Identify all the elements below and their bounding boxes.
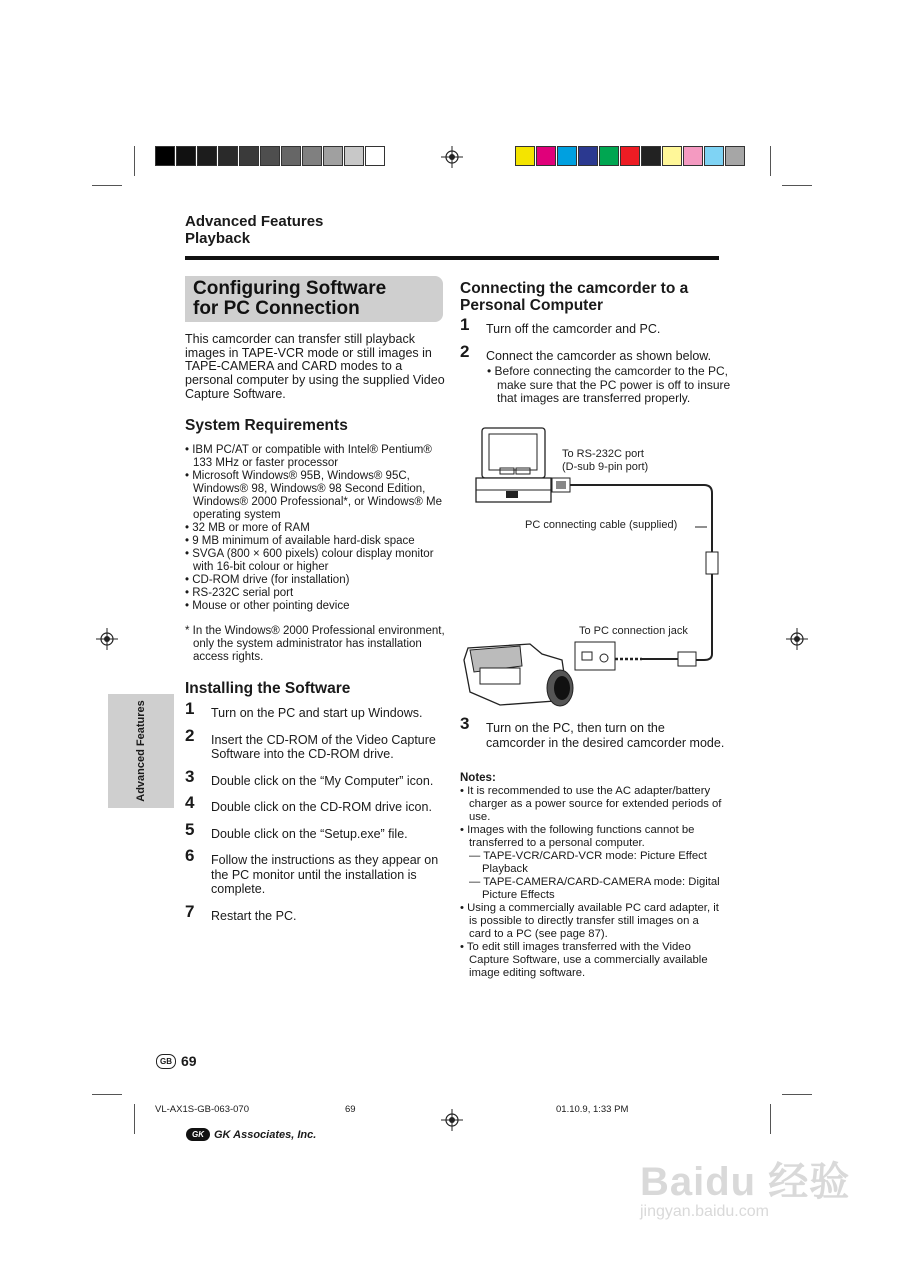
calibration-swatch (176, 146, 196, 166)
step-text: Turn on the PC and start up Windows. (211, 706, 423, 720)
note-item: • It is recommended to use the AC adapter/battery charger as a power source for extended periods of use. (460, 785, 722, 823)
slug-date: 01.10.9, 1:33 PM (556, 1104, 629, 1115)
note-item: — TAPE-VCR/CARD-VCR mode: Picture Effect Playback (469, 850, 707, 875)
step-item (460, 315, 725, 337)
calibration-swatch (641, 146, 661, 166)
notes-heading: Notes: (460, 772, 496, 784)
crop-mark (92, 1094, 122, 1095)
registration-mark-icon (441, 1109, 463, 1131)
calibration-swatch (725, 146, 745, 166)
page-title (193, 279, 386, 319)
step-item (185, 699, 447, 721)
requirement-item: • RS-232C serial port (185, 587, 294, 599)
step-item (185, 725, 447, 762)
step-item (460, 714, 725, 750)
requirement-item: • SVGA (800 × 600 pixels) colour display monitor with 16-bit colour or higher (185, 548, 434, 573)
step-item (185, 766, 447, 789)
step-number: 6 (185, 846, 195, 865)
calibration-swatch (239, 146, 259, 166)
step-item (460, 341, 725, 364)
requirement-item: • CD-ROM drive (for installation) (185, 574, 350, 586)
calibration-swatch (218, 146, 238, 166)
install-steps (185, 699, 447, 935)
heading-line: Connecting the camcorder to a (460, 280, 689, 297)
pc-cable-lower (696, 574, 712, 660)
calibration-swatch (155, 146, 175, 166)
step-number: 2 (185, 725, 195, 745)
system-requirements-heading: System Requirements (185, 417, 348, 434)
running-header (185, 213, 323, 247)
slug-code: VL-AX1S-GB-063-070 (155, 1104, 249, 1115)
registration-mark-icon (786, 628, 808, 650)
calibration-swatch (578, 146, 598, 166)
registration-mark-icon (96, 628, 118, 650)
footnote: * In the Windows® 2000 Professional environment, only the system administrator has installation access rights. (185, 625, 445, 663)
note-item: • Using a commercially available PC card adapter, it is possible to directly transfer still images on a card to a PC (see page 87). (460, 902, 719, 940)
laptop-illustration (476, 428, 551, 502)
step-text: Connect the camcorder as shown below. (486, 348, 712, 363)
step-number: 2 (460, 341, 470, 361)
watermark-logo: Baidu 经验 (640, 1160, 851, 1204)
requirement-item: • 9 MB minimum of available hard-disk space (185, 535, 415, 547)
step-text: Restart the PC. (211, 908, 297, 923)
grayscale-calibration-bar (155, 146, 386, 166)
crop-mark (770, 1104, 771, 1134)
crop-mark (134, 1104, 135, 1134)
requirement-item: • Mouse or other pointing device (185, 600, 350, 612)
note-item: — TAPE-CAMERA/CARD-CAMERA mode: Digital Picture Effects (469, 876, 720, 901)
step-item (185, 793, 447, 815)
crop-mark (92, 185, 122, 186)
watermark (640, 1150, 850, 1221)
rs232-label (562, 448, 648, 473)
ferrite-core (706, 552, 718, 574)
calibration-swatch (197, 146, 217, 166)
step-text: Double click on the “Setup.exe” file. (211, 826, 408, 841)
jack-label: To PC connection jack (579, 625, 688, 637)
color-calibration-bar (515, 146, 746, 166)
header-subsection: Playback (185, 230, 251, 247)
step-number: 1 (460, 315, 470, 334)
gb-badge: GB (156, 1054, 176, 1069)
calibration-swatch (557, 146, 577, 166)
calibration-swatch (302, 146, 322, 166)
calibration-swatch (620, 146, 640, 166)
watermark-url: jingyan.baidu.com (640, 1203, 769, 1220)
calibration-swatch (281, 146, 301, 166)
registration-mark-icon (441, 146, 463, 168)
calibration-swatch (662, 146, 682, 166)
intro-paragraph: This camcorder can transfer still playback images in TAPE-VCR mode or still images in TAPE-CAMERA and CARD modes to a personal computer by using the supplied Video Capture Software. (185, 332, 445, 401)
heading-line: Personal Computer (460, 297, 603, 314)
rs232-label-line2: (D-sub 9-pin port) (562, 460, 649, 473)
calibration-swatch (344, 146, 364, 166)
page-number-value: 69 (181, 1053, 197, 1069)
calibration-swatch (323, 146, 343, 166)
note-item: • Images with the following functions cannot be transferred to a personal computer. (460, 824, 695, 849)
crop-mark (134, 146, 135, 176)
crop-mark (782, 1094, 812, 1095)
calibration-swatch (599, 146, 619, 166)
crop-mark (770, 146, 771, 176)
connect-heading (460, 280, 725, 314)
cable-label: PC connecting cable (supplied) (525, 519, 678, 531)
camcorder-illustration (464, 642, 615, 706)
page-number (156, 1053, 197, 1069)
step-number: 1 (185, 699, 195, 718)
calibration-swatch (365, 146, 385, 166)
side-tab-label: Advanced Features (135, 700, 147, 802)
step-number: 3 (185, 766, 195, 786)
notes-list (460, 785, 722, 980)
step-number: 3 (460, 714, 470, 733)
step-text: Double click on the “My Computer” icon. (211, 773, 434, 788)
step-number: 5 (185, 819, 195, 839)
step-text: Turn off the camcorder and PC. (486, 322, 661, 336)
requirement-item: • 32 MB or more of RAM (185, 522, 310, 534)
step-item (185, 901, 447, 924)
title-line: for PC Connection (193, 298, 360, 319)
calibration-swatch (683, 146, 703, 166)
header-rule (185, 256, 719, 260)
requirement-item: • IBM PC/AT or compatible with Intel® Pentium® 133 MHz or faster processor (185, 444, 432, 469)
header-section: Advanced Features (185, 213, 324, 230)
crop-mark (782, 185, 812, 186)
note-item: • To edit still images transferred with the Video Capture Software, use a commercially available image editing software. (460, 941, 708, 979)
installing-heading: Installing the Software (185, 680, 351, 697)
step-item (185, 846, 447, 897)
slug-page: 69 (345, 1104, 356, 1115)
step-text: Double click on the CD-ROM drive icon. (211, 800, 432, 814)
calibration-swatch (704, 146, 724, 166)
step-item (185, 819, 447, 842)
dsub-connector (552, 478, 570, 492)
step-text: Turn on the PC, then turn on the camcorder in the desired camcorder mode. (486, 721, 725, 750)
side-tab-label-wrap (108, 694, 174, 808)
step-text: Follow the instructions as they appear on the PC monitor until the installation is complete. (211, 853, 439, 896)
gk-logo: GK (186, 1128, 210, 1141)
step-text: Insert the CD-ROM of the Video Capture Software into the CD-ROM drive. (211, 732, 436, 761)
requirement-item: • Microsoft Windows® 95B, Windows® 95C, Windows® 98, Windows® 98 Second Edition, Windows® 2000 Professional*, or Windows® Me operating system (185, 470, 442, 521)
gk-credit (186, 1128, 316, 1141)
calibration-swatch (515, 146, 535, 166)
step-number: 4 (185, 793, 195, 812)
calibration-swatch (536, 146, 556, 166)
gk-credit-text: GK Associates, Inc. (214, 1128, 317, 1141)
title-line: Configuring Software (193, 278, 387, 299)
connect-step-3 (460, 714, 725, 750)
requirements-list (185, 444, 447, 613)
calibration-swatch (260, 146, 280, 166)
rs232-label-line1: To RS-232C port (562, 448, 644, 460)
step2-substep: • Before connecting the camcorder to the PC, make sure that the PC power is off to insure that images are transferred properly. (487, 364, 731, 405)
step-number: 7 (185, 901, 195, 921)
